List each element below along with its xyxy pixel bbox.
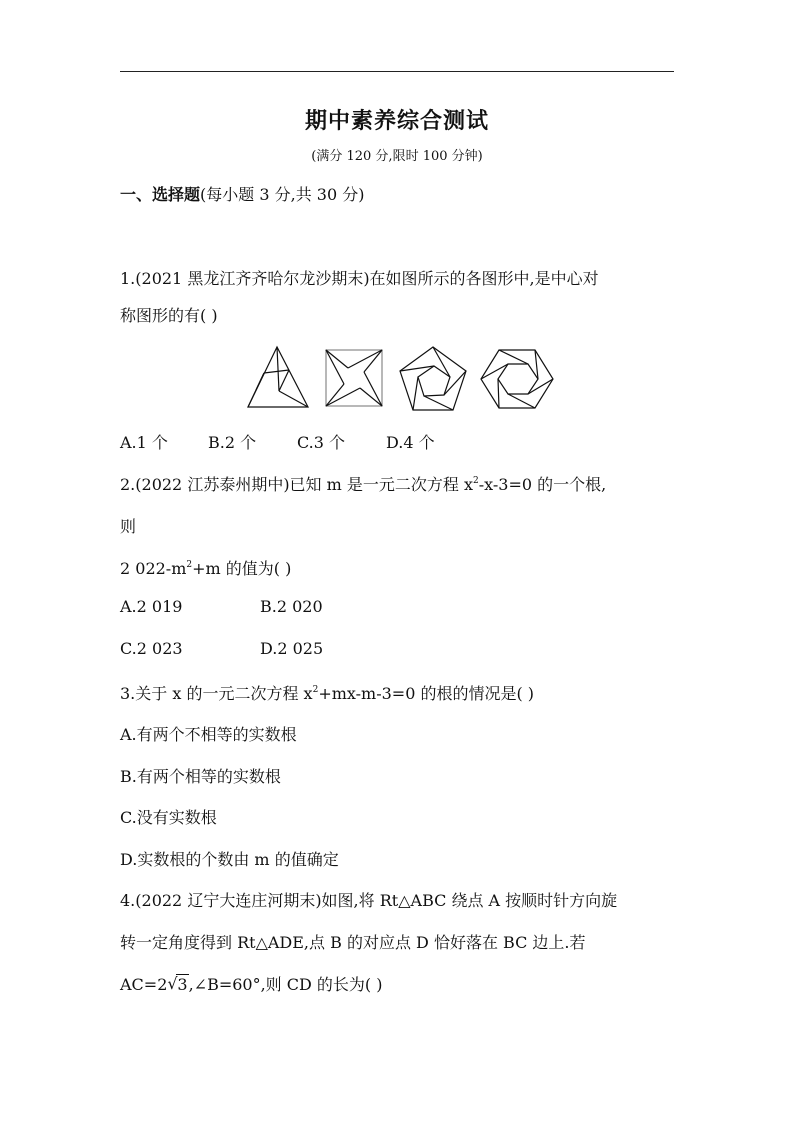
q2-option-a[interactable]: A.2 019: [120, 597, 183, 616]
q3-option-b[interactable]: B.有两个相等的实数根: [120, 767, 281, 786]
section-title: 一、选择题: [120, 185, 201, 204]
q4-line1: 4.(2022 辽宁大连庄河期末)如图,将 Rt△ABC 绕点 A 按顺时针方向旋: [120, 891, 618, 910]
q2-options-row1: [120, 597, 323, 616]
triangle-pinwheel-icon: [248, 347, 308, 407]
q1-line2: 称图形的有( ): [120, 306, 218, 325]
q2-line1-text-a: 2.(2022 江苏泰州期中)已知 m 是一元二次方程 x: [120, 475, 474, 494]
q4-line2: 转一定角度得到 Rt△ADE,点 B 的对应点 D 恰好落在 BC 边上.若: [120, 933, 586, 952]
q1-option-b[interactable]: B.2 个: [208, 433, 257, 452]
q3-option-c[interactable]: C.没有实数根: [120, 808, 217, 827]
q2-line3-text-b: +m 的值为( ): [192, 559, 292, 578]
hexagon-pinwheel-icon: [481, 350, 553, 408]
q2-option-c[interactable]: C.2 023: [120, 639, 183, 658]
q4-line3: [120, 972, 383, 995]
q1-line1: 1.(2021 黑龙江齐齐哈尔龙沙期末)在如图所示的各图形中,是中心对: [120, 269, 599, 288]
square-pinwheel-icon: [326, 350, 382, 406]
page-subtitle: (满分 120 分,限时 100 分钟): [311, 149, 483, 164]
q4-line3-text-a: AC=2: [120, 975, 168, 994]
q4-line3-text-b: ,∠B=60°,则 CD 的长为( ): [188, 975, 383, 994]
q2-line3: [120, 556, 291, 579]
q2-option-d[interactable]: D.2 025: [260, 639, 324, 658]
q2-line3-exponent: 2: [186, 560, 193, 570]
section-heading: [120, 182, 364, 205]
q2-line1: [120, 472, 606, 495]
q2-line1-exponent: 2: [473, 476, 479, 486]
page-title: 期中素养综合测试: [304, 109, 489, 134]
sqrt-radicand: 3: [177, 975, 188, 994]
q1-option-a[interactable]: A.1 个: [120, 433, 168, 452]
q2-line3-text-a: 2 022-m: [120, 559, 187, 578]
q3-line1: [120, 681, 534, 704]
q1-option-c[interactable]: C.3 个: [297, 433, 346, 452]
q2-option-b[interactable]: B.2 020: [260, 597, 323, 616]
q3-option-d[interactable]: D.实数根的个数由 m 的值确定: [120, 850, 339, 869]
sqrt-sign: √ 3: [167, 974, 188, 994]
q2-line1-text-b: -x-3=0 的一个根,: [478, 475, 607, 494]
q2-options-row2: [120, 639, 323, 658]
header-rule: [120, 71, 674, 72]
q3-line1-text-b: +mx-m-3=0 的根的情况是( ): [318, 684, 535, 703]
pentagon-pinwheel-icon: [400, 347, 466, 410]
q3-line1-exponent: 2: [312, 685, 319, 695]
q1-options: [120, 430, 435, 453]
q3-option-a[interactable]: A.有两个不相等的实数根: [120, 725, 297, 744]
q3-line1-text-a: 3.关于 x 的一元二次方程 x: [120, 684, 313, 703]
q2-line2: 则: [120, 517, 137, 536]
q1-figures: [244, 344, 556, 414]
q1-option-d[interactable]: D.4 个: [386, 433, 435, 452]
section-note: (每小题 3 分,共 30 分): [200, 185, 365, 204]
